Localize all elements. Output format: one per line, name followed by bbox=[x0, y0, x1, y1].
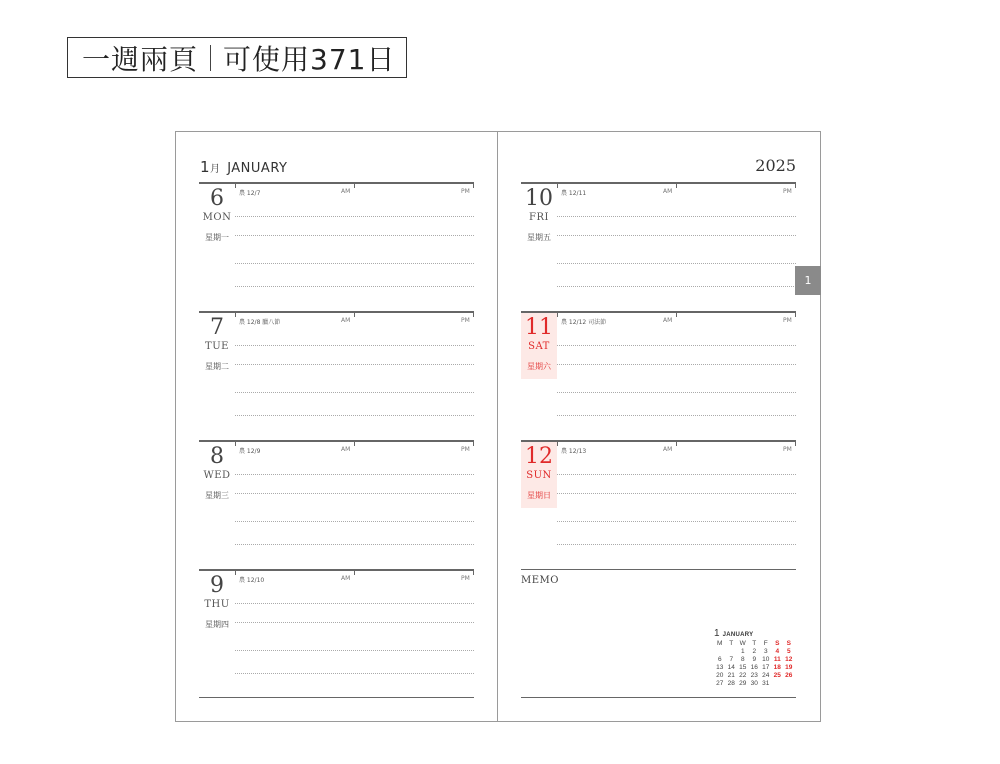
day-tick bbox=[795, 311, 796, 317]
day-number: 7 bbox=[210, 315, 224, 340]
mini-calendar-day: 14 bbox=[727, 664, 735, 671]
day-weekday-en: SAT bbox=[528, 341, 550, 352]
writing-line bbox=[235, 286, 474, 287]
writing-line bbox=[557, 544, 796, 545]
writing-line bbox=[235, 474, 474, 475]
mini-calendar-week-row bbox=[714, 664, 795, 672]
day-top-line bbox=[521, 311, 796, 313]
mini-calendar-day: 17 bbox=[762, 664, 770, 671]
month-tab[interactable]: 1 bbox=[795, 266, 821, 295]
mini-calendar-day: 23 bbox=[750, 672, 758, 679]
mini-calendar-weekday: F bbox=[763, 640, 768, 647]
day-number: 12 bbox=[525, 444, 553, 469]
mini-calendar-day bbox=[783, 680, 795, 688]
mini-calendar-day: 5 bbox=[786, 648, 791, 655]
lunar-date: 農 12/13 bbox=[561, 448, 587, 455]
day-number: 10 bbox=[525, 186, 553, 211]
mini-calendar-day: 28 bbox=[727, 680, 735, 687]
writing-line bbox=[557, 345, 796, 346]
day-tick bbox=[473, 440, 474, 446]
am-label: AM bbox=[341, 446, 351, 453]
mini-calendar-weekday-row bbox=[714, 640, 795, 648]
day-tick bbox=[676, 440, 677, 446]
year-label: 2025 bbox=[755, 156, 796, 175]
writing-line bbox=[235, 673, 474, 674]
day-tick bbox=[235, 440, 236, 446]
day-weekday-cn: 星期日 bbox=[527, 491, 551, 500]
writing-line bbox=[235, 603, 474, 604]
lunar-date: 農 12/11 bbox=[561, 190, 587, 197]
day-tick bbox=[354, 182, 355, 188]
lunar-date: 農 12/9 bbox=[239, 448, 261, 455]
day-weekday-en: WED bbox=[203, 470, 231, 481]
day-block-left-1 bbox=[199, 311, 474, 439]
pm-label: PM bbox=[461, 575, 470, 582]
day-weekday-cn: 星期五 bbox=[527, 233, 551, 242]
day-number: 6 bbox=[210, 186, 224, 211]
mini-calendar-day bbox=[726, 648, 738, 656]
writing-line bbox=[235, 415, 474, 416]
day-number: 8 bbox=[210, 444, 224, 469]
day-tick bbox=[235, 569, 236, 575]
day-top-line bbox=[521, 182, 796, 184]
day-block-left-0 bbox=[199, 182, 474, 310]
writing-line bbox=[557, 493, 796, 494]
writing-line bbox=[557, 286, 796, 287]
day-tick bbox=[473, 311, 474, 317]
mini-calendar-day: 18 bbox=[773, 664, 781, 671]
title-left: 一週兩頁 bbox=[82, 42, 199, 76]
day-tick bbox=[795, 182, 796, 188]
writing-line bbox=[235, 650, 474, 651]
mini-calendar-day: 9 bbox=[752, 656, 757, 663]
pm-label: PM bbox=[461, 446, 470, 453]
day-top-line bbox=[199, 311, 474, 313]
mini-calendar-day: 6 bbox=[717, 656, 722, 663]
day-top-line bbox=[199, 569, 474, 571]
mini-calendar-day: 22 bbox=[739, 672, 747, 679]
mini-calendar-day: 16 bbox=[750, 664, 758, 671]
writing-line bbox=[235, 364, 474, 365]
mini-calendar-day: 25 bbox=[773, 672, 781, 679]
title-box bbox=[67, 37, 407, 78]
mini-calendar-header bbox=[714, 628, 796, 639]
mini-calendar-day: 13 bbox=[716, 664, 724, 671]
mini-calendar-day: 21 bbox=[727, 672, 735, 679]
day-tick bbox=[354, 440, 355, 446]
mini-calendar-week-row bbox=[714, 656, 795, 664]
mini-calendar-week-row bbox=[714, 672, 795, 680]
month-char: 月 bbox=[210, 164, 221, 175]
mini-calendar-day: 1 bbox=[740, 648, 745, 655]
mini-calendar-day bbox=[714, 648, 726, 656]
mini-calendar-day bbox=[772, 680, 784, 688]
day-weekday-en: MON bbox=[202, 212, 232, 223]
mini-calendar-weekday: T bbox=[752, 640, 757, 647]
day-weekday-cn: 星期一 bbox=[205, 233, 229, 242]
title-separator bbox=[210, 45, 211, 71]
lunar-date: 農 12/10 bbox=[239, 577, 265, 584]
mini-calendar-day: 15 bbox=[739, 664, 747, 671]
day-weekday-cn: 星期四 bbox=[205, 620, 229, 629]
writing-line bbox=[235, 544, 474, 545]
pm-label: PM bbox=[783, 446, 792, 453]
writing-line bbox=[235, 622, 474, 623]
day-weekday-cn: 星期三 bbox=[205, 491, 229, 500]
day-block-right-2 bbox=[521, 440, 796, 568]
day-tick bbox=[354, 311, 355, 317]
day-number: 9 bbox=[210, 573, 224, 598]
writing-line bbox=[235, 345, 474, 346]
lunar-date: 農 12/8 臘八節 bbox=[239, 319, 281, 326]
mini-calendar-day: 2 bbox=[752, 648, 757, 655]
lunar-date: 農 12/7 bbox=[239, 190, 261, 197]
mini-calendar-weekday: W bbox=[739, 640, 746, 647]
writing-line bbox=[235, 216, 474, 217]
mini-calendar-day: 11 bbox=[773, 656, 781, 663]
day-tick bbox=[676, 182, 677, 188]
lunar-date: 農 12/12 司法節 bbox=[561, 319, 607, 326]
pm-label: PM bbox=[461, 188, 470, 195]
day-tick bbox=[354, 569, 355, 575]
pm-label: PM bbox=[461, 317, 470, 324]
am-label: AM bbox=[663, 188, 673, 195]
writing-line bbox=[235, 392, 474, 393]
day-weekday-cn: 星期二 bbox=[205, 362, 229, 371]
month-name: JANUARY bbox=[227, 161, 288, 176]
mini-calendar-day: 29 bbox=[739, 680, 747, 687]
am-label: AM bbox=[663, 317, 673, 324]
mini-calendar-day: 24 bbox=[762, 672, 770, 679]
mini-calendar-day: 7 bbox=[729, 656, 734, 663]
mini-calendar-day: 3 bbox=[763, 648, 768, 655]
day-weekday-en: FRI bbox=[529, 212, 549, 223]
writing-line bbox=[235, 493, 474, 494]
writing-line bbox=[557, 474, 796, 475]
am-label: AM bbox=[341, 317, 351, 324]
day-tick bbox=[235, 182, 236, 188]
day-weekday-en: TUE bbox=[205, 341, 229, 352]
day-top-line bbox=[199, 182, 474, 184]
mini-calendar-day: 8 bbox=[740, 656, 745, 663]
writing-line bbox=[557, 392, 796, 393]
day-tick bbox=[795, 440, 796, 446]
writing-line bbox=[557, 263, 796, 264]
mini-calendar-day: 10 bbox=[762, 656, 770, 663]
day-tick bbox=[557, 440, 558, 446]
mini-calendar-day: 20 bbox=[716, 672, 724, 679]
left-bottom-line bbox=[199, 697, 474, 698]
mini-calendar-day: 30 bbox=[750, 680, 758, 687]
writing-line bbox=[235, 521, 474, 522]
day-tick bbox=[676, 311, 677, 317]
day-block-left-3 bbox=[199, 569, 474, 697]
day-number: 11 bbox=[525, 315, 553, 340]
writing-line bbox=[235, 235, 474, 236]
mini-calendar-day: 12 bbox=[785, 656, 793, 663]
title-right: 可使用371日 bbox=[223, 42, 396, 76]
pm-label: PM bbox=[783, 188, 792, 195]
day-tick bbox=[473, 182, 474, 188]
writing-line bbox=[557, 216, 796, 217]
mini-calendar-weekday: S bbox=[786, 640, 791, 647]
am-label: AM bbox=[341, 575, 351, 582]
day-block-left-2 bbox=[199, 440, 474, 568]
pm-label: PM bbox=[783, 317, 792, 324]
day-weekday-en: SUN bbox=[526, 470, 552, 481]
mini-calendar-day: 27 bbox=[716, 680, 724, 687]
day-tick bbox=[557, 311, 558, 317]
writing-line bbox=[557, 364, 796, 365]
day-top-line bbox=[199, 440, 474, 442]
day-tick bbox=[473, 569, 474, 575]
mini-calendar-week-row bbox=[714, 680, 795, 688]
mini-calendar-month-name: JANUARY bbox=[722, 632, 754, 638]
day-tick bbox=[235, 311, 236, 317]
memo-label: MEMO bbox=[521, 575, 559, 586]
month-number: 1 bbox=[200, 158, 211, 176]
day-weekday-en: THU bbox=[204, 599, 230, 610]
mini-calendar bbox=[714, 628, 796, 688]
writing-line bbox=[557, 415, 796, 416]
memo-divider bbox=[521, 569, 796, 570]
mini-calendar-weekday: T bbox=[729, 640, 734, 647]
day-tick bbox=[557, 182, 558, 188]
mini-calendar-weekday: M bbox=[717, 640, 723, 647]
mini-calendar-day: 4 bbox=[775, 648, 780, 655]
mini-calendar-day: 31 bbox=[762, 680, 770, 687]
mini-calendar-grid bbox=[714, 640, 795, 688]
am-label: AM bbox=[663, 446, 673, 453]
mini-calendar-week-row bbox=[714, 648, 795, 656]
mini-calendar-month-number: 1 bbox=[714, 628, 720, 639]
writing-line bbox=[557, 521, 796, 522]
mini-calendar-day: 19 bbox=[785, 664, 793, 671]
right-bottom-line bbox=[521, 697, 796, 698]
writing-line bbox=[557, 235, 796, 236]
mini-calendar-weekday: S bbox=[775, 640, 780, 647]
month-label bbox=[200, 158, 287, 176]
mini-calendar-day: 26 bbox=[785, 672, 793, 679]
writing-line bbox=[235, 263, 474, 264]
am-label: AM bbox=[341, 188, 351, 195]
day-block-right-0 bbox=[521, 182, 796, 310]
day-weekday-cn: 星期六 bbox=[527, 362, 551, 371]
day-block-right-1 bbox=[521, 311, 796, 439]
day-top-line bbox=[521, 440, 796, 442]
